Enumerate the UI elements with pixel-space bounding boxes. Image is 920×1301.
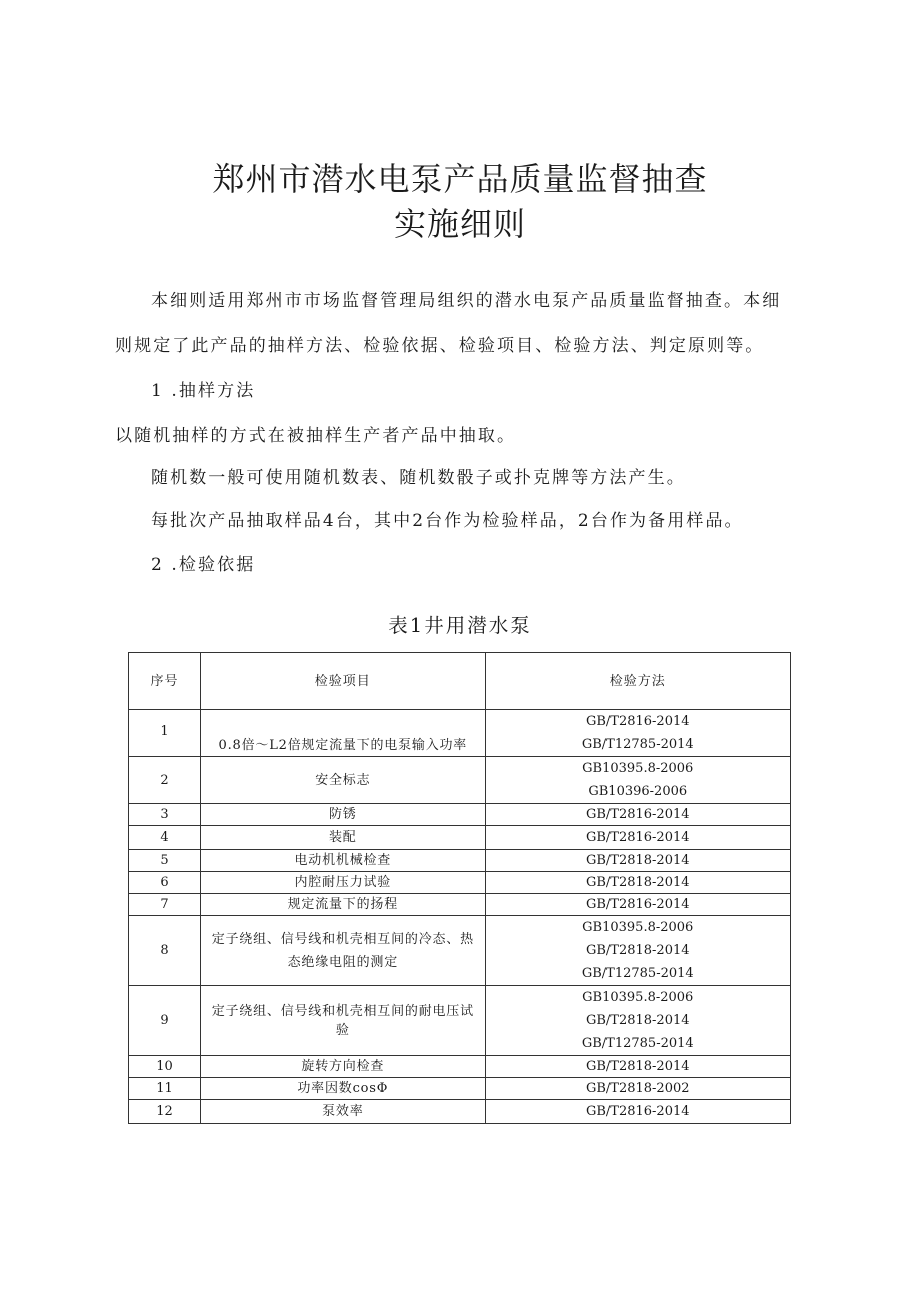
table-row [129, 916, 791, 986]
row-number: 2 [129, 757, 201, 804]
method-standard: GB/T2816-2014 [585, 897, 690, 912]
method-standard: GB10395.8-2006 [582, 761, 694, 776]
section-heading-basis: 2 .检验依据 [151, 555, 256, 575]
inspection-item: 功率因数cosΦ [201, 1078, 485, 1100]
section-heading-sampling: 1 .抽样方法 [151, 381, 256, 401]
inspection-item: 定子绕组、信号线和机壳相互间的耐电压试验 [201, 986, 485, 1056]
method-standard: GB/T12785-2014 [581, 966, 694, 981]
table-row [129, 850, 791, 872]
intro-paragraph-line-2: 则规定了此产品的抽样方法、检验依据、检验项目、检验方法、判定原则等。 [115, 336, 765, 356]
table-body [129, 710, 791, 1124]
inspection-method [485, 710, 790, 757]
inspection-item: 电动机机械检查 [201, 850, 485, 872]
inspection-method [485, 916, 790, 986]
inspection-method [485, 986, 790, 1056]
table-row [129, 894, 791, 916]
method-standard: GB/T2816-2014 [585, 714, 690, 729]
row-number: 7 [129, 894, 201, 916]
table-row [129, 804, 791, 826]
row-number: 1 [129, 710, 201, 757]
inspection-table [128, 652, 791, 1124]
inspection-method [485, 826, 790, 850]
row-number: 12 [129, 1100, 201, 1124]
method-standard: GB/T12785-2014 [581, 1036, 694, 1051]
table-row [129, 757, 791, 804]
table-row [129, 826, 791, 850]
inspection-method [485, 894, 790, 916]
method-standard: GB/T2818-2014 [585, 1059, 690, 1074]
method-standard: GB/T2818-2014 [585, 943, 690, 958]
table-row [129, 1100, 791, 1124]
method-standard: GB/T2818-2014 [585, 875, 690, 890]
method-standard: GB/T2818-2002 [585, 1081, 690, 1096]
table-row [129, 1078, 791, 1100]
method-standard: GB10395.8-2006 [582, 920, 694, 935]
inspection-item: 规定流量下的扬程 [201, 894, 485, 916]
method-standard: GB10396-2006 [588, 784, 688, 799]
inspection-method [485, 757, 790, 804]
inspection-item: 内腔耐压力试验 [201, 872, 485, 894]
inspection-method [485, 1078, 790, 1100]
row-number: 11 [129, 1078, 201, 1100]
document-subtitle: 实施细则 [393, 205, 526, 243]
sampling-paragraph-2: 随机数一般可使用随机数表、随机数骰子或扑克牌等方法产生。 [151, 468, 686, 488]
method-standard: GB/T2818-2014 [585, 853, 690, 868]
sampling-paragraph-1: 以随机抽样的方式在被抽样生产者产品中抽取。 [115, 426, 517, 446]
header-item: 检验项目 [201, 653, 485, 710]
row-number: 5 [129, 850, 201, 872]
method-standard: GB/T12785-2014 [581, 737, 694, 752]
method-standard: GB/T2816-2014 [585, 1104, 690, 1119]
inspection-method [485, 872, 790, 894]
row-number: 8 [129, 916, 201, 986]
row-number: 4 [129, 826, 201, 850]
sampling-paragraph-3: 每批次产品抽取样品4台，其中2台作为检验样品，2台作为备用样品。 [151, 511, 744, 531]
method-standard: GB/T2816-2014 [585, 807, 690, 822]
header-method: 检验方法 [485, 653, 790, 710]
inspection-item: 0.8倍～L2倍规定流量下的电泵输入功率 [201, 710, 485, 757]
intro-paragraph-line-1: 本细则适用郑州市市场监督管理局组织的潜水电泵产品质量监督抽查。本细 [151, 291, 782, 311]
inspection-method [485, 850, 790, 872]
table-row [129, 872, 791, 894]
method-standard: GB/T2818-2014 [585, 1013, 690, 1028]
table-row [129, 1056, 791, 1078]
row-number: 9 [129, 986, 201, 1056]
inspection-method [485, 804, 790, 826]
table-header-row [129, 653, 791, 710]
inspection-item: 定子绕组、信号线和机壳相互间的冷态、热态绝缘电阻的测定 [201, 916, 485, 986]
row-number: 10 [129, 1056, 201, 1078]
inspection-item: 装配 [201, 826, 485, 850]
row-number: 3 [129, 804, 201, 826]
table-caption: 表1井用潜水泵 [388, 614, 532, 637]
method-standard: GB/T2816-2014 [585, 830, 690, 845]
inspection-item: 安全标志 [201, 757, 485, 804]
row-number: 6 [129, 872, 201, 894]
header-number: 序号 [129, 653, 201, 710]
inspection-item: 防锈 [201, 804, 485, 826]
inspection-method [485, 1056, 790, 1078]
inspection-item: 泵效率 [201, 1100, 485, 1124]
inspection-method [485, 1100, 790, 1124]
table-row [129, 710, 791, 757]
document-title: 郑州市潜水电泵产品质量监督抽查 [212, 160, 708, 198]
inspection-item: 旋转方向检查 [201, 1056, 485, 1078]
table-row [129, 986, 791, 1056]
method-standard: GB10395.8-2006 [582, 990, 694, 1005]
